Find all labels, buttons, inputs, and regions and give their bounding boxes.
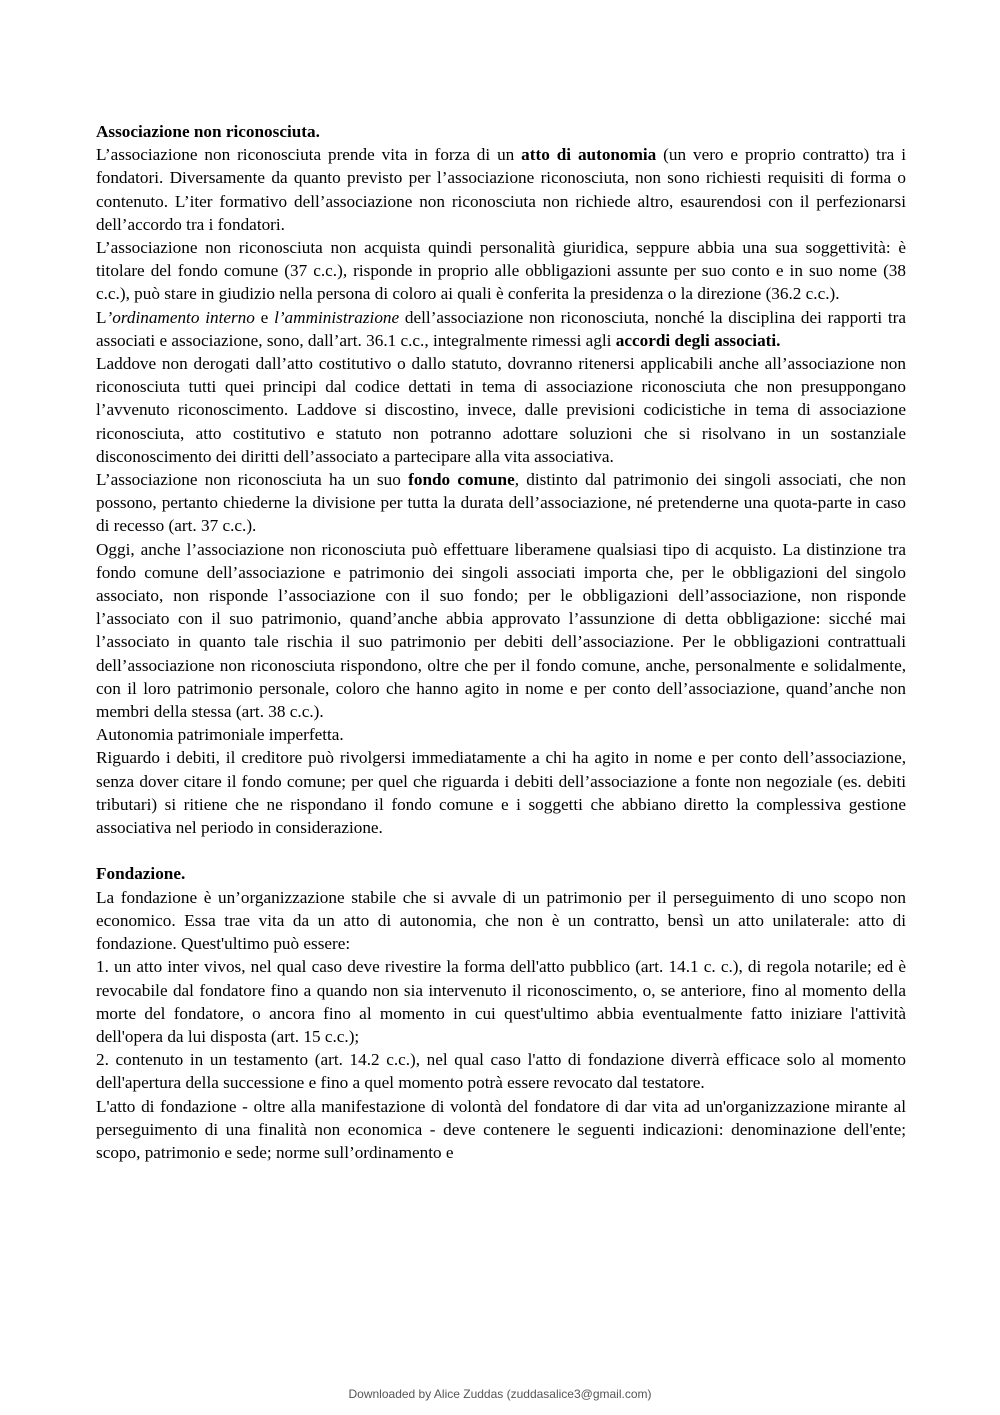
list-item: 1. un atto inter vivos, nel qual caso deve rivestire la forma dell'atto pubblico (art. 14.1 c. c.), di regola notarile; ed è revocabile dal fondatore fino a quando non sia intervenuto il riconoscimento, o, se anteriore, fino al momento della morte del fondatore, o ancora fino al momento in cui quest'ultimo abbia eventualmente fatto iniziare l'attività dell'opera da lui disposta (art. 15 c.c.); [96,957,906,1046]
text-run: L’associazione non riconosciuta prende vita in forza di un [96,145,522,165]
paragraph: Riguardo i debiti, il creditore può rivolgersi immediatamente a chi ha agito in nome e per conto dell’associazione, senza dover citare il fondo comune; per quel che riguarda i debiti dell’associazione a fonte non negoziale (es. debiti tributari) si ritiene che ne rispondano il fondo comune e i soggetti che abbiano diretto la complessiva gestione associativa nel periodo in considerazione. [96,748,906,838]
italic-term: l’amministrazione [274,307,400,327]
text-run: (un vero e proprio contratto) tra i fondatori. Diversamente da quanto previsto per l’associazione riconosciuta, non sono richiesti requisiti di forma o contenuto. L’iter formativo dell’associazione non riconosciuta non richiede altro, esaurendosi con il perfezionarsi dell’accordo tra i fondatori. [96,145,906,234]
paragraph [96,143,906,236]
text-run: L’associazione non riconosciuta ha un suo [96,470,409,490]
paragraph: La fondazione è un’organizzazione stabile che si avvale di un patrimonio per il perseguimento di uno scopo non economico. Essa trae vita da un atto di autonomia, che non è un contratto, bensì un atto unilaterale: atto di fondazione. Quest'ultimo può essere: [96,887,906,954]
blank-line [96,839,906,862]
text-run: dell’associazione non riconosciuta, nonché la disciplina dei rapporti tra associati e associazione, sono, dall’art. 36.1 c.c., integralmente rimessi agli [96,307,906,350]
italic-term: ’ordinamento interno [106,307,255,327]
list-item: 2. contenuto in un testamento (art. 14.2 c.c.), nel qual caso l'atto di fondazione diverrà efficace solo al momento dell'apertura della successione e fino a quel momento potrà essere revocato dal testatore. [96,1050,906,1093]
text-run: e [254,307,275,327]
paragraph: L'atto di fondazione - oltre alla manifestazione di volontà del fondatore di dar vita ad un'organizzazione mirante al perseguimento di una finalità non economica - deve contenere le seguenti indicazioni: denominazione dell'ente; scopo, patrimonio e sede; norme sull’ordinamento e [96,1096,906,1162]
paragraph: Laddove non derogati dall’atto costitutivo o dallo statuto, dovranno ritenersi applicabili anche all’associazione non riconosciuta tutti quei principi dal codice dettati in tema di associazione riconosciuta che non presuppongano l’avvenuto riconoscimento. Laddove si discostino, invece, dalle previsioni codicistiche in tema di associazione riconosciuta, atto costitutivo e statuto non potranno adottare soluzioni che si risolvano in un sostanziale disconoscimento dei diritti dell’associato a partecipare alla vita associativa. [96,354,906,466]
document-page [96,120,906,1164]
bold-term: accordi degli associati. [615,330,781,350]
paragraph [96,306,906,352]
text-run: L [96,307,107,327]
section-title-associazione: Associazione non riconosciuta. [96,122,320,141]
bold-term: atto di autonomia [521,145,657,165]
paragraph: L’associazione non riconosciuta non acquista quindi personalità giuridica, seppure abbia una sua soggettività: è titolare del fondo comune (37 c.c.), risponde in proprio alle obbligazioni assunte per suo conto e in suo nome (38 c.c.), può stare in giudizio nella persona di coloro ai quali è conferita la presidenza o la direzione (36.2 c.c.). [96,238,906,304]
paragraph: Autonomia patrimoniale imperfetta. [96,725,344,745]
paragraph: Oggi, anche l’associazione non riconosciuta può effettuare liberamene qualsiasi tipo di acquisto. La distinzione tra fondo comune dell’associazione e patrimonio dei singoli associati importa che, per le obbligazioni del singolo associato, non risponde l’associazione con il suo fondo; per le obbligazioni dell’associazione, non risponde l’associato con il suo patrimonio, quand’anche abbia approvato l’assunzione di detta obbligazione: sicché mai l’associato in quanto tale rischia il suo patrimonio per debiti dell’associazione. Per le obbligazioni contrattuali dell’associazione non riconosciuta rispondono, oltre che per il fondo comune, anche, personalmente e solidalmente, con il loro patrimonio personale, coloro che hanno agito in nome e per conto dell’associazione, quand’anche non membri della stessa (art. 38 c.c.). [96,539,906,722]
text-run: , distinto dal patrimonio dei singoli associati, che non possono, pertanto chiederne la divisione per tutta la durata dell’associazione, né pretenderne una quota-parte in caso di recesso (art. 37 c.c.). [96,470,906,536]
download-footer: Downloaded by Alice Zuddas (zuddasalice3@gmail.com) [348,1387,652,1401]
paragraph [96,468,906,538]
section-title-fondazione: Fondazione. [96,864,186,884]
bold-term: fondo comune [408,470,515,490]
